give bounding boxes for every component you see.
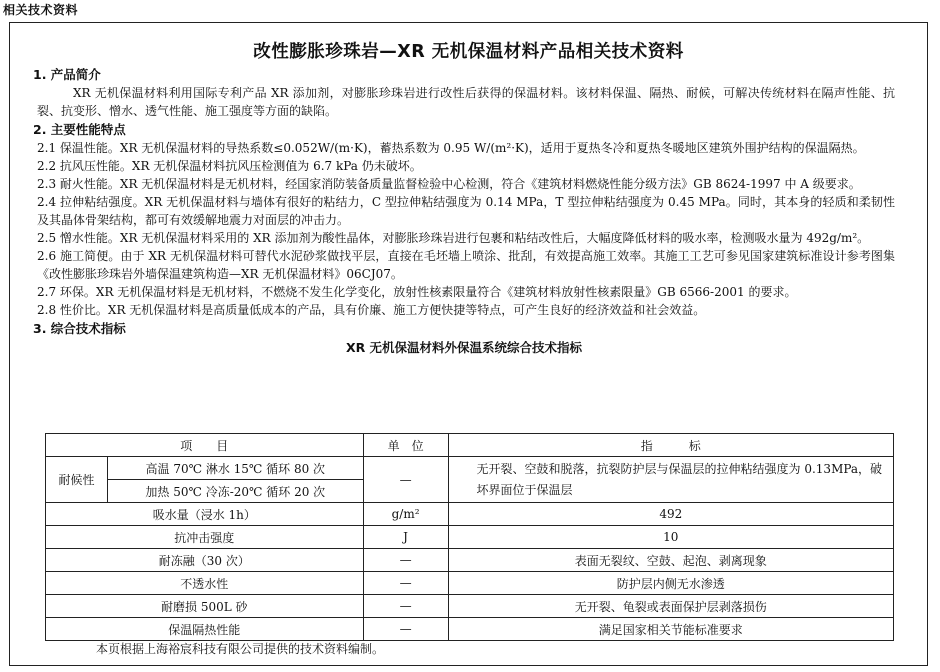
row-item: 不透水性 <box>46 572 364 595</box>
header-label: 相关技术资料 <box>3 3 79 17</box>
paragraph-feature-2-7: 2.7 环保。XR 无机保温材料是无机材料，不燃烧不发生化学变化，放射性核素限量符合《建筑材料放射性核素限量》GB 6566-2001 的要求。 <box>37 285 797 299</box>
row-indicator: 492 <box>448 503 893 526</box>
indicators-table <box>45 433 894 641</box>
document-title: 改性膨胀珍珠岩—XR 无机保温材料产品相关技术资料 <box>253 42 684 62</box>
table-row <box>46 549 894 572</box>
weather-sub-1: 高温 70℃ 淋水 15℃ 循环 80 次 <box>107 457 363 480</box>
paragraph-feature-2-5: 2.5 憎水性能。XR 无机保温材料采用的 XR 添加剂为酸性晶体，对膨胀珍珠岩进行包裹和粘结改性后，大幅度降低材料的吸水率，检测吸水量为 492g/m²。 <box>37 231 870 245</box>
paragraph-intro: XR 无机保温材料利用国际专利产品 XR 添加剂，对膨胀珍珠岩进行改性后获得的保温材料。该材料保温、隔热、耐候，可解决传统材料在隔声性能、抗裂、抗变形、憎水、透气性能、施工强度等方面的缺陷。 <box>37 86 895 118</box>
weather-indicator: 无开裂、空鼓和脱落，抗裂防护层与保温层的拉伸粘结强度为 0.13MPa，破坏界面位于保温层 <box>448 457 893 503</box>
table-header-row <box>46 434 894 457</box>
header-indicator: 指 标 <box>448 434 893 457</box>
row-unit: J <box>363 526 448 549</box>
row-item: 耐冻融（30 次） <box>46 549 364 572</box>
table-row <box>46 572 894 595</box>
row-item: 耐磨损 500L 砂 <box>46 595 364 618</box>
header-item: 项 目 <box>46 434 364 457</box>
row-item: 吸水量（浸水 1h） <box>46 503 364 526</box>
paragraph-feature-2-2: 2.2 抗风压性能。XR 无机保温材料抗风压检测值为 6.7 kPa 仍未破坏。 <box>37 159 422 173</box>
row-indicator: 10 <box>448 526 893 549</box>
table-row <box>46 457 894 480</box>
footnote: 本页根据上海裕宸科技有限公司提供的技术资料编制。 <box>96 642 385 656</box>
row-unit: — <box>363 549 448 572</box>
document-body <box>33 65 895 357</box>
row-indicator: 防护层内侧无水渗透 <box>448 572 893 595</box>
paragraph-feature-2-1: 2.1 保温性能。XR 无机保温材料的导热系数≤0.052W/(m·K)，蓄热系数为 0.95 W/(m²·K)，适用于夏热冬冷和夏热冬暖地区建筑外围护结构的保温隔热。 <box>37 141 865 155</box>
header-unit: 单 位 <box>363 434 448 457</box>
table-title: XR 无机保温材料外保温系统综合技术指标 <box>345 340 583 355</box>
row-item: 抗冲击强度 <box>46 526 364 549</box>
table-row <box>46 503 894 526</box>
weather-unit: — <box>363 457 448 503</box>
row-indicator: 表面无裂纹、空鼓、起泡、剥离现象 <box>448 549 893 572</box>
row-unit: — <box>363 595 448 618</box>
paragraph-feature-2-6: 2.6 施工简便。由于 XR 无机保温材料可替代水泥砂浆做找平层，直接在毛坯墙上喷涂、批刮，有效提高施工效率。其施工工艺可参见国家建筑标准设计参考图集《改性膨胀珍珠岩外墙保温建筑构造—XR 无机保温材料》06CJ07。 <box>37 249 895 281</box>
row-item: 保温隔热性能 <box>46 618 364 641</box>
weather-label: 耐候性 <box>46 457 108 503</box>
table-row <box>46 618 894 641</box>
row-unit: — <box>363 572 448 595</box>
paragraph-feature-2-8: 2.8 性价比。XR 无机保温材料是高质量低成本的产品，具有价廉、施工方便快捷等特点，可产生良好的经济效益和社会效益。 <box>37 303 706 317</box>
paragraph-feature-2-4: 2.4 拉伸粘结强度。XR 无机保温材料与墙体有很好的粘结力，C 型拉伸粘结强度为 0.14 MPa，T 型拉伸粘结强度为 0.45 MPa。同时，其本身的轻质和柔韧性及其晶体骨架结构，都可有效缓解地震力对面层的冲击力。 <box>37 195 895 227</box>
row-indicator: 无开裂、龟裂或表面保护层剥落损伤 <box>448 595 893 618</box>
section-heading-features: 2. 主要性能特点 <box>33 122 126 137</box>
row-unit: — <box>363 618 448 641</box>
paragraph-feature-2-3: 2.3 耐火性能。XR 无机保温材料是无机材料，经国家消防装备质量监督检验中心检测，符合《建筑材料燃烧性能分级方法》GB 8624-1997 中 A 级要求。 <box>37 177 861 191</box>
weather-sub-2: 加热 50℃ 冷冻-20℃ 循环 20 次 <box>107 480 363 503</box>
row-unit: g/m² <box>363 503 448 526</box>
row-indicator: 满足国家相关节能标准要求 <box>448 618 893 641</box>
table-row <box>46 595 894 618</box>
section-heading-indicators: 3. 综合技术指标 <box>33 321 126 336</box>
section-heading-intro: 1. 产品简介 <box>33 67 101 82</box>
table-row <box>46 526 894 549</box>
